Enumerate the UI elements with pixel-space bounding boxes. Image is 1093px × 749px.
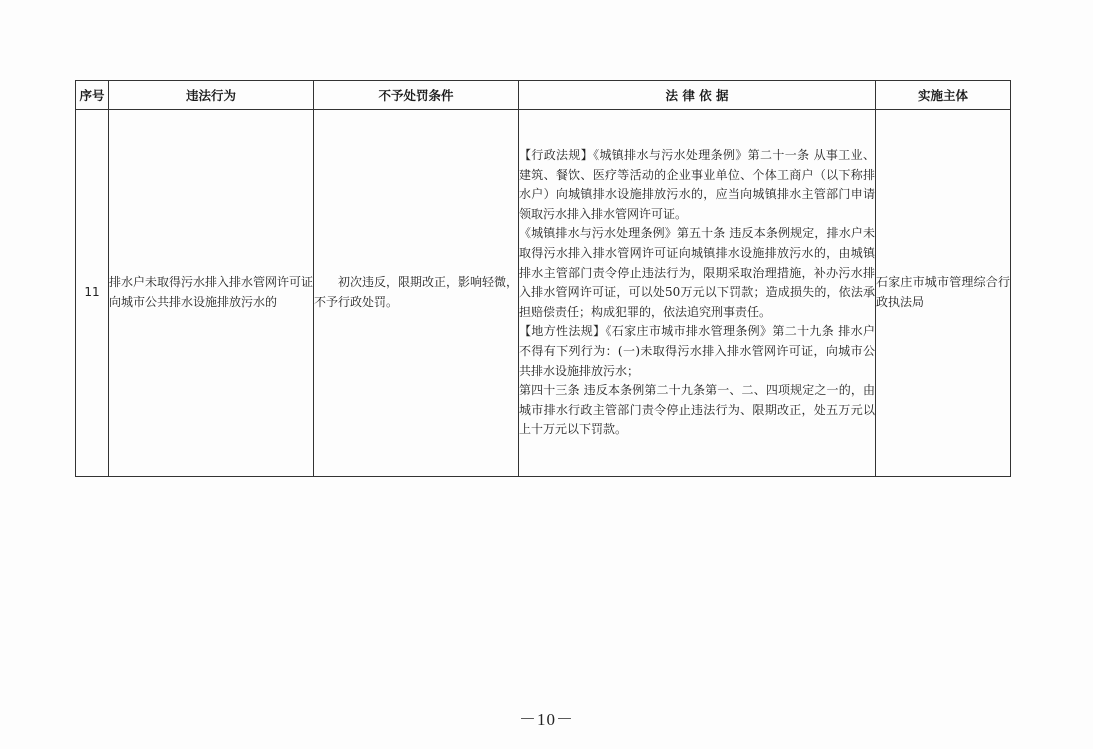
- row-no-penalty-condition-text: 初次违反，限期改正，影响轻微，不予行政处罚。: [314, 275, 519, 309]
- legal-basis-paragraph: 《城镇排水与污水处理条例》第五十条 违反本条例规定，排水户未取得污水排入排水管网许可证向城镇排水设施排放污水的，由城镇排水主管部门责令停止违法行为，限期采取治理措施，补办污水排入排水管网许可证，可以处50万元以下罚款；造成损失的，依法承担赔偿责任；构成犯罪的，依法追究刑事责任。: [519, 226, 875, 319]
- legal-basis-paragraph: 【地方性法规】《石家庄市城市排水管理条例》第二十九条 排水户不得有下列行为：(一)未取得污水排入排水管网许可证，向城市公共排水设施排放污水；: [519, 324, 875, 378]
- regulation-table: [75, 80, 1011, 477]
- header-violation: 违法行为: [109, 81, 314, 110]
- row-no-penalty-condition: [314, 110, 519, 477]
- header-legal-basis: 法 律 依 据: [519, 81, 876, 110]
- legal-basis-paragraph: 【行政法规】《城镇排水与污水处理条例》第二十一条 从事工业、建筑、餐饮、医疗等活动的企业事业单位、个体工商户（以下称排水户）向城镇排水设施排放污水的，应当向城镇排水主管部门申请领取污水排入排水管网许可证。: [519, 148, 875, 221]
- table-row: [76, 110, 1011, 477]
- legal-basis-paragraph: 第四十三条 违反本条例第二十九条第一、二、四项规定之一的，由城市排水行政主管部门责令停止违法行为、限期改正，处五万元以上十万元以下罚款。: [519, 383, 875, 437]
- table-header-row: [76, 81, 1011, 110]
- header-enforcement-body: 实施主体: [876, 81, 1011, 110]
- row-serial-number: 11: [76, 110, 109, 477]
- row-legal-basis: [519, 110, 876, 477]
- header-serial-number: 序号: [76, 81, 109, 110]
- header-no-penalty-condition: 不予处罚条件: [314, 81, 519, 110]
- row-violation: 排水户未取得污水排入排水管网许可证向城市公共排水设施排放污水的: [109, 110, 314, 477]
- page-number: －10－: [519, 710, 574, 729]
- row-enforcement-body: 石家庄市城市管理综合行政执法局: [876, 110, 1011, 477]
